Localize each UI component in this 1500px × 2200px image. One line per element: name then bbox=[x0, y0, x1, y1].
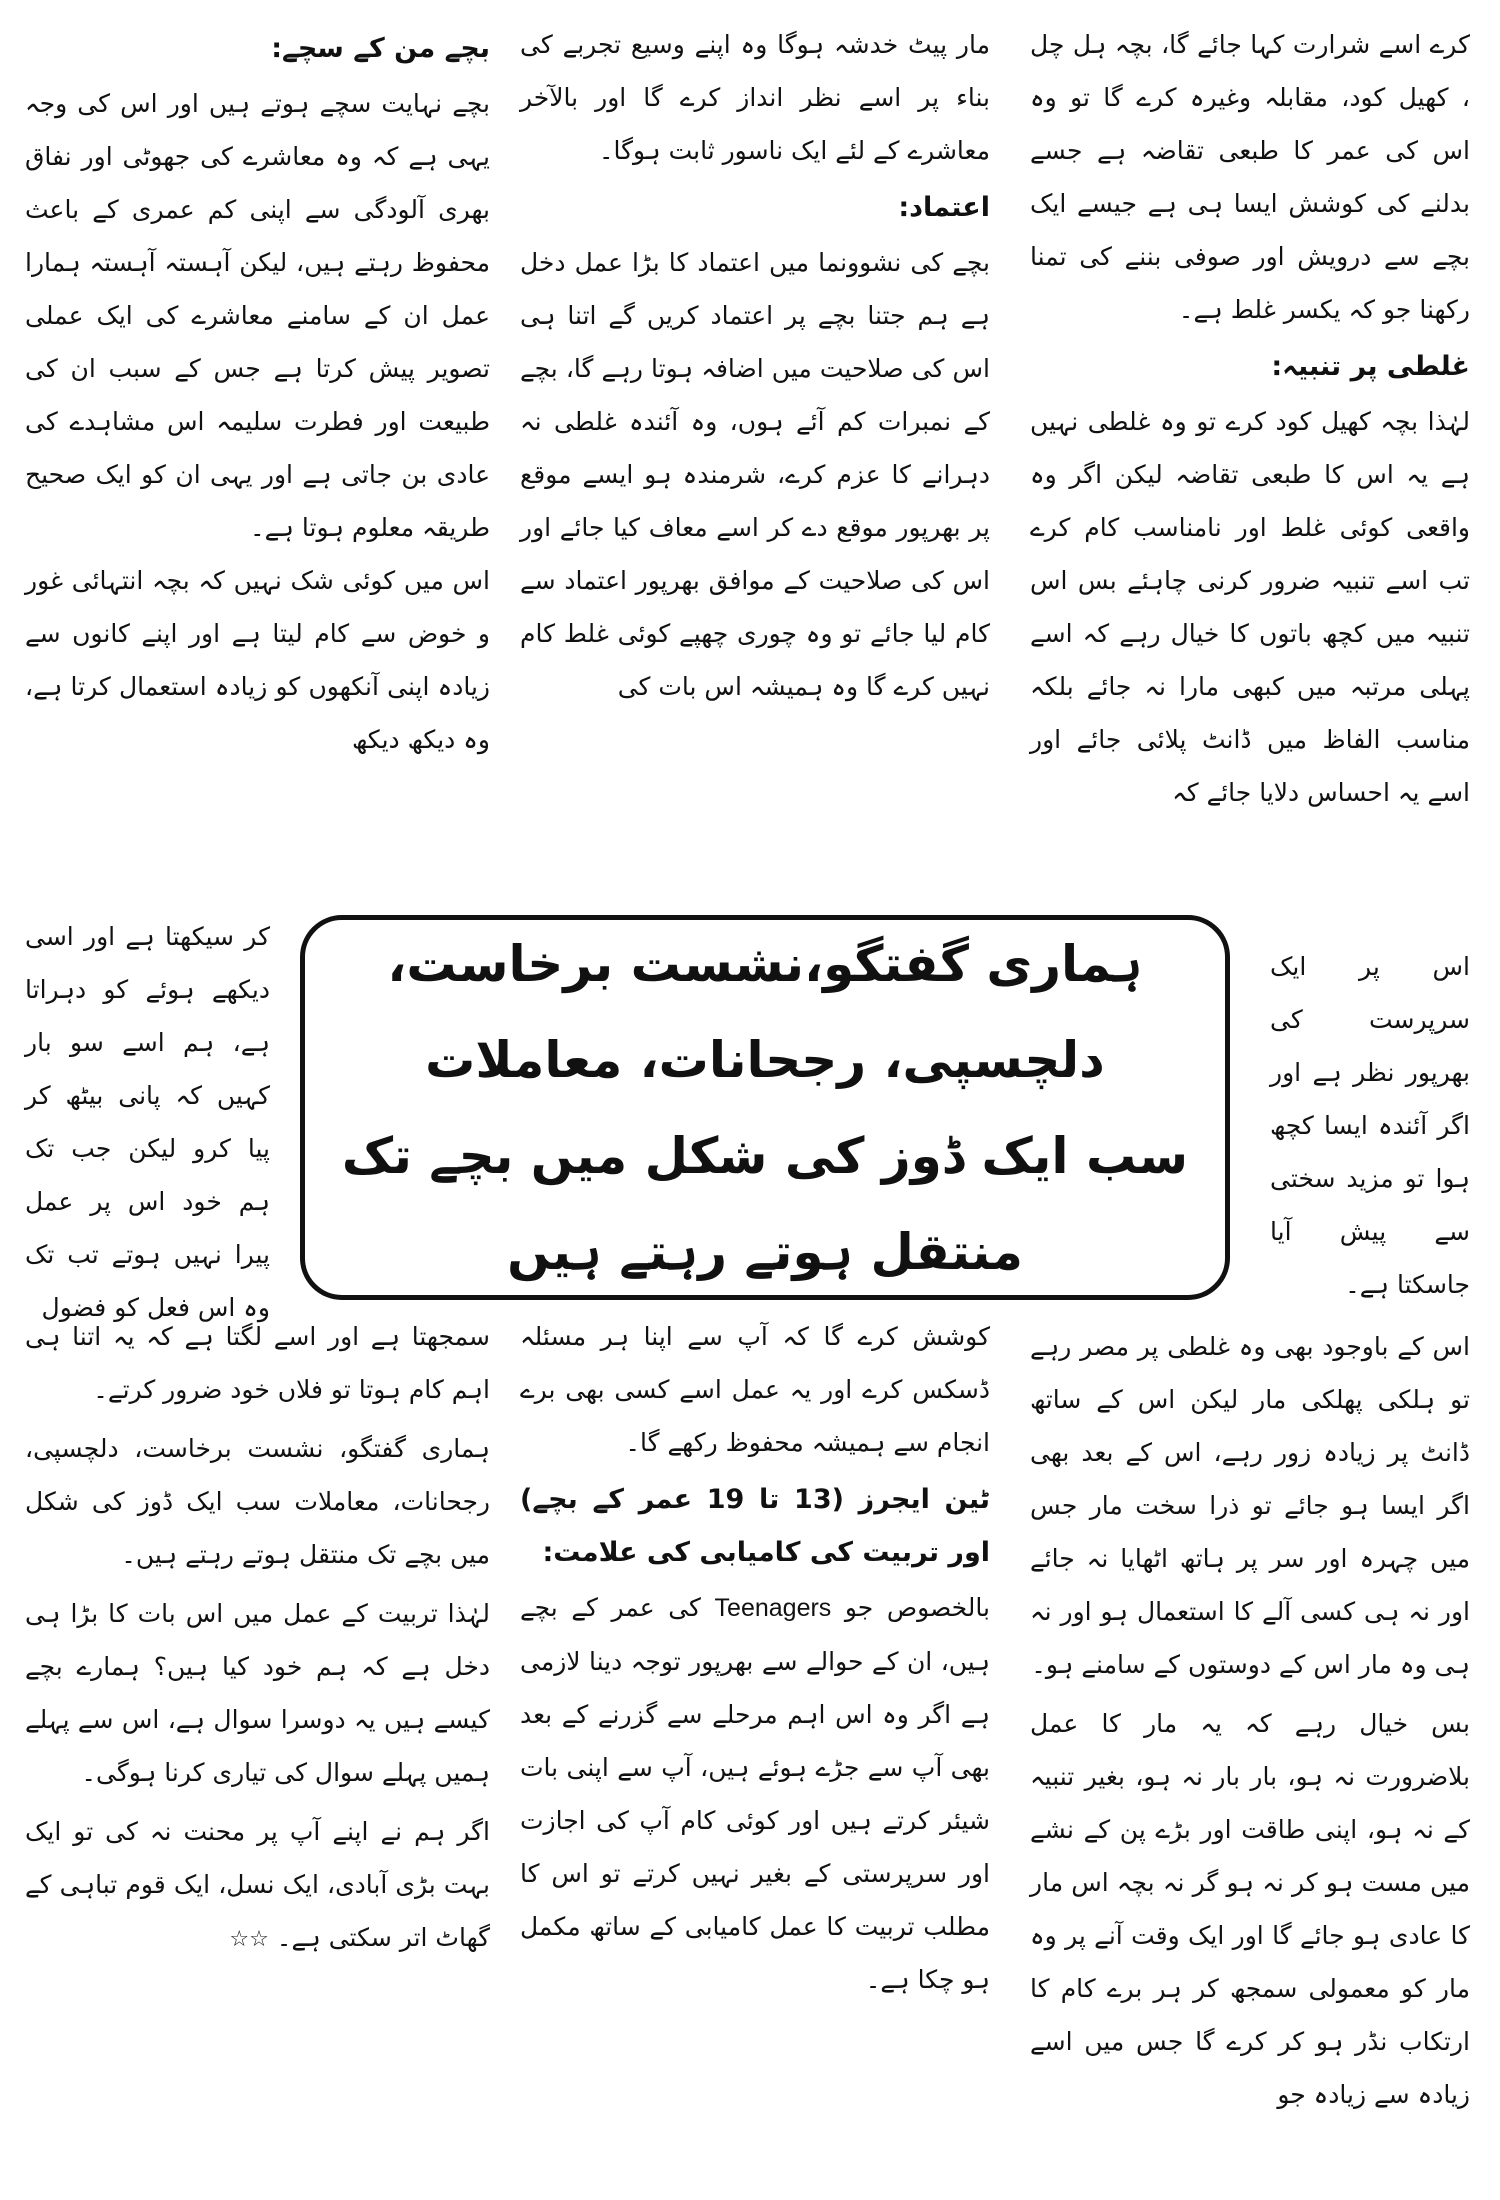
paragraph: اس کے باوجود بھی وہ غلطی پر مصر رہے تو ہلکی پھلکی مار لیکن اس کے ساتھ ڈانٹ پر زیادہ زور رہے، اس کے بعد بھی اگر ایسا ہو جائے تو ذرا سخت مار جس میں چہرہ اور سر پر ہاتھ اٹھایا نہ جائے اور نہ ہی کسی آلے کا استعمال ہو اور نہ ہی وہ مار اس کے دوستوں کے سامنے ہو۔ bbox=[1030, 1332, 1470, 1679]
end-mark-icon: ☆☆ bbox=[229, 1927, 269, 1952]
pull-quote-box bbox=[300, 915, 1230, 1300]
paragraph: لہٰذا تربیت کے عمل میں اس بات کا بڑا ہی دخل ہے کہ ہم خود کیا ہیں؟ ہمارے بچے کیسے ہیں یہ دوسرا سوال ہے، اس سے پہلے ہمیں پہلے سوال کی تیاری کرنا ہوگی۔ bbox=[25, 1599, 490, 1787]
paragraph: اس پر ایک سرپرست کی بھرپور نظر ہے اور اگر آئندہ ایسا کچھ ہوا تو مزید سختی سے پیش آیا جاسکتا ہے۔ bbox=[1270, 952, 1470, 1299]
paragraph: بچے نہایت سچے ہوتے ہیں اور اس کی وجہ یہی ہے کہ وہ معاشرے کی جھوٹی اور نفاق بھری آلودگی سے اپنی کم عمری کے باعث محفوظ رہتے ہیں، لیکن آہستہ آہستہ ہمارا عمل ان کے سامنے معاشرے کی ایک عملی تصویر پیش کرتا ہے جس کے سبب ان کی طبیعت اور فطرت سلیمہ اس مشاہدے کی عادی بن جاتی ہے اور یہی ان کو ایک صحیح طریقہ معلوم ہوتا ہے۔ bbox=[25, 89, 490, 542]
paragraph: اس میں کوئی شک نہیں کہ بچہ انتہائی غور و خوض سے کام لیتا ہے اور اپنے کانوں سے زیادہ اپنی آنکھوں کو زیادہ استعمال کرتا ہے، وہ دیکھ دیکھ bbox=[25, 566, 490, 754]
middle-column-upper bbox=[520, 18, 990, 713]
right-column-side bbox=[1270, 940, 1470, 1311]
left-column-upper bbox=[25, 18, 490, 766]
left-column-lower bbox=[25, 1310, 490, 1966]
paragraph: لہٰذا بچہ کھیل کود کرے تو وہ غلطی نہیں ہے یہ اس کا طبعی تقاضہ لیکن اگر وہ واقعی کوئی غلط اور نامناسب کام کرے تب اسے تنبیہ ضرور کرنی چاہئے بس اس تنبیہ میں کچھ باتوں کا خیال رہے کہ اسے پہلی مرتبہ میں کبھی مارا نہ جائے بلکہ مناسب الفاظ میں ڈانٹ پلائی جائے اور اسے یہ احساس دلایا جائے کہ bbox=[1030, 407, 1470, 807]
paragraph: بس خیال رہے کہ یہ مار کا عمل بلاضرورت نہ ہو، بار بار نہ ہو، بغیر تنبیہ کے نہ ہو، اپنی طاقت اور بڑے پن کے نشے میں مست ہو کر نہ ہو گر نہ بچہ اس مار کا عادی ہو جائے گا اور ایک وقت آنے پر وہ مار کو معمولی سمجھ کر ہر برے کام کا ارتکاب نڈر ہو کر کرے گا جس میں اسے زیادہ سے زیادہ جو bbox=[1030, 1709, 1470, 2109]
paragraph-part: بالخصوص جو bbox=[844, 1593, 990, 1622]
right-column-upper bbox=[1030, 18, 1470, 819]
english-term: Teenagers bbox=[714, 1594, 832, 1622]
paragraph: مار پیٹ خدشہ ہوگا وہ اپنے وسیع تجربے کی بناء پر اسے نظر انداز کرے گا اور بالآخر معاشرے کے لئے ایک ناسور ثابت ہوگا۔ bbox=[520, 30, 990, 165]
paragraph bbox=[520, 1581, 990, 2006]
paragraph: بچے کی نشوونما میں اعتماد کا بڑا عمل دخل ہے ہم جتنا بچے پر اعتماد کریں گے اتنا ہی اس کی صلاحیت میں اضافہ ہوتا رہے گا، بچے کے نمبرات کم آئے ہوں، وہ آئندہ غلطی نہ دہرانے کا عزم کرے، شرمندہ ہو ایسے موقع پر بھرپور موقع دے کر اسے معاف کیا جائے اور اس کی صلاحیت کے موافق بھرپور اعتماد سے کام لیا جائے تو وہ چوری چھپے کوئی غلط کام نہیں کرے گا وہ ہمیشہ اس بات کی bbox=[520, 248, 990, 701]
paragraph bbox=[25, 1805, 490, 1966]
paragraph: کوشش کرے گا کہ آپ سے اپنا ہر مسئلہ ڈسکس کرے اور یہ عمل اسے کسی بھی برے انجام سے ہمیشہ محفوظ رکھے گا۔ bbox=[520, 1322, 990, 1457]
paragraph: ہماری گفتگو، نشست برخاست، دلچسپی، رجحانات، معاملات سب ایک ڈوز کی شکل میں بچے تک منتقل ہوتے رہتے ہیں۔ bbox=[25, 1434, 490, 1569]
section-heading: غلطی پر تنبیہ: bbox=[1271, 351, 1470, 382]
right-column-lower bbox=[1030, 1320, 1470, 2121]
paragraph-part: کی عمر کے بچے ہیں، ان کے حوالے سے بھرپور توجہ دینا لازمی ہے اگر وہ اس اہم مرحلے سے گزرنے کے بعد بھی آپ سے جڑے ہوئے ہیں، آپ سے اپنی بات شیئر کرتے ہیں اور کوئی کام آپ کی اجازت اور سرپرستی کے بغیر نہیں کرتے تو اس کا مطلب تربیت کا عمل کامیابی کے ساتھ مکمل ہو چکا ہے۔ bbox=[520, 1593, 990, 1994]
pull-quote-line-1: ہماری گفتگو،نشست برخاست، دلچسپی، رجحانات، معاملات bbox=[387, 934, 1143, 1089]
pull-quote-line-2: سب ایک ڈوز کی شکل میں بچے تک منتقل ہوتے رہتے ہیں bbox=[341, 1126, 1189, 1281]
section-heading: بچے من کے سچے: bbox=[271, 33, 490, 64]
left-column-side bbox=[25, 910, 270, 1334]
section-heading: ٹین ایجرز (13 تا 19 عمر کے بچے) اور تربیت کی کامیابی کی علامت: bbox=[520, 1484, 991, 1568]
paragraph-part: اگر ہم نے اپنے آپ پر محنت نہ کی تو ایک بہت بڑی آبادی، ایک نسل، ایک قوم تباہی کے گھاٹ اتر سکتی ہے۔ bbox=[25, 1817, 490, 1952]
section-heading: اعتماد: bbox=[898, 192, 990, 223]
paragraph: کرے اسے شرارت کہا جائے گا، بچہ ہل چل ، کھیل کود، مقابلہ وغیرہ کرے گا تو وہ اس کی عمر کا طبعی تقاضہ ہے جسے بدلنے کی کوشش ایسا ہی ہے جیسے ایک بچے سے درویش اور صوفی بننے کی تمنا رکھنا جو کہ یکسر غلط ہے۔ bbox=[1030, 30, 1470, 324]
paragraph: سمجھتا ہے اور اسے لگتا ہے کہ یہ اتنا ہی اہم کام ہوتا تو فلاں خود ضرور کرتے۔ bbox=[25, 1322, 490, 1404]
middle-column-lower bbox=[520, 1310, 990, 2006]
paragraph: کر سیکھتا ہے اور اسی دیکھے ہوئے کو دہراتا ہے، ہم اسے سو بار کہیں کہ پانی بیٹھ کر پیا کرو لیکن جب تک ہم خود اس پر عمل پیرا نہیں ہوتے تب تک وہ اس فعل کو فضول bbox=[25, 922, 270, 1322]
